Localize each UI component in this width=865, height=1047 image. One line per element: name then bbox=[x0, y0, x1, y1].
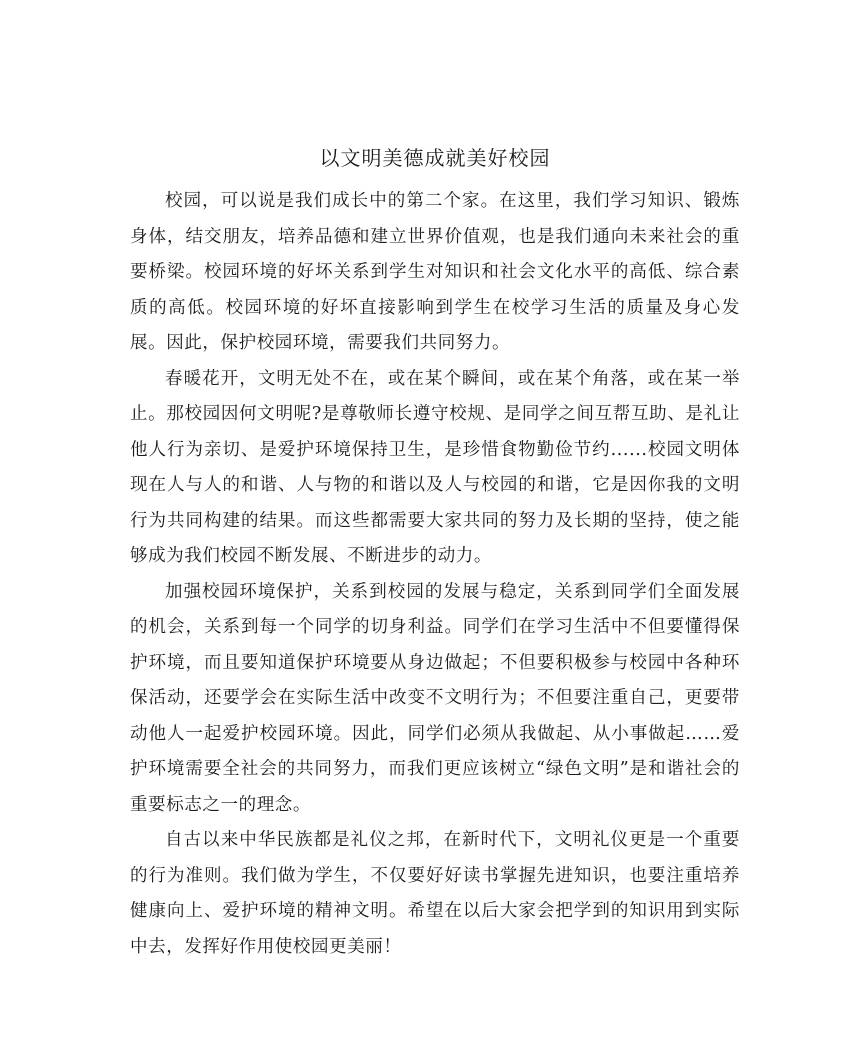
document-title: 以文明美德成就美好校园 bbox=[319, 146, 551, 170]
document-page bbox=[130, 140, 740, 965]
paragraph-4: 自古以来中华民族都是礼仪之邦，在新时代下，文明礼仪更是一个重要的行为准则。我们做为学生，不仅要好好读书掌握先进知识，也要注重培养健康向上、爱护环境的精神文明。希望在以后大家会把学到的知识用到实际中去，发挥好作用使校园更美丽！ bbox=[130, 830, 740, 957]
paragraph-3: 加强校园环境保护，关系到校园的发展与稳定，关系到同学们全面发展的机会，关系到每一个同学的切身利益。同学们在学习生活中不但要懂得保护环境，而且要知道保护环境要从身边做起；不但要积极参与校园中各种环保活动，还要学会在实际生活中改变不文明行为；不但要注重自己，更要带动他人一起爱护校园环境。因此，同学们必须从我做起、从小事做起……爱护环境需要全社会的共同努力，而我们更应该树立“绿色文明”是和谐社会的重要标志之一的理念。 bbox=[130, 581, 740, 815]
paragraph-2: 春暖花开，文明无处不在，或在某个瞬间，或在某个角落，或在某一举止。那校园因何文明呢?是尊敬师长遵守校规、是同学之间互帮互助、是礼让他人行为亲切、是爱护环境保持卫生，是珍惜食物勤俭节约......校园文明体现在人与人的和谐、人与物的和谐以及人与校园的和谐，它是因你我的文明行为共同构建的结果。而这些都需要大家共同的努力及长期的坚持，使之能够成为我们校园不断发展、不断进步的动力。 bbox=[130, 368, 740, 566]
paragraph-1: 校园，可以说是我们成长中的第二个家。在这里，我们学习知识、锻炼身体，结交朋友，培养品德和建立世界价值观，也是我们通向未来社会的重要桥梁。校园环境的好坏关系到学生对知识和社会文化水平的高低、综合素质的高低。校园环境的好坏直接影响到学生在校学习生活的质量及身心发展。因此，保护校园环境，需要我们共同努力。 bbox=[130, 191, 740, 353]
